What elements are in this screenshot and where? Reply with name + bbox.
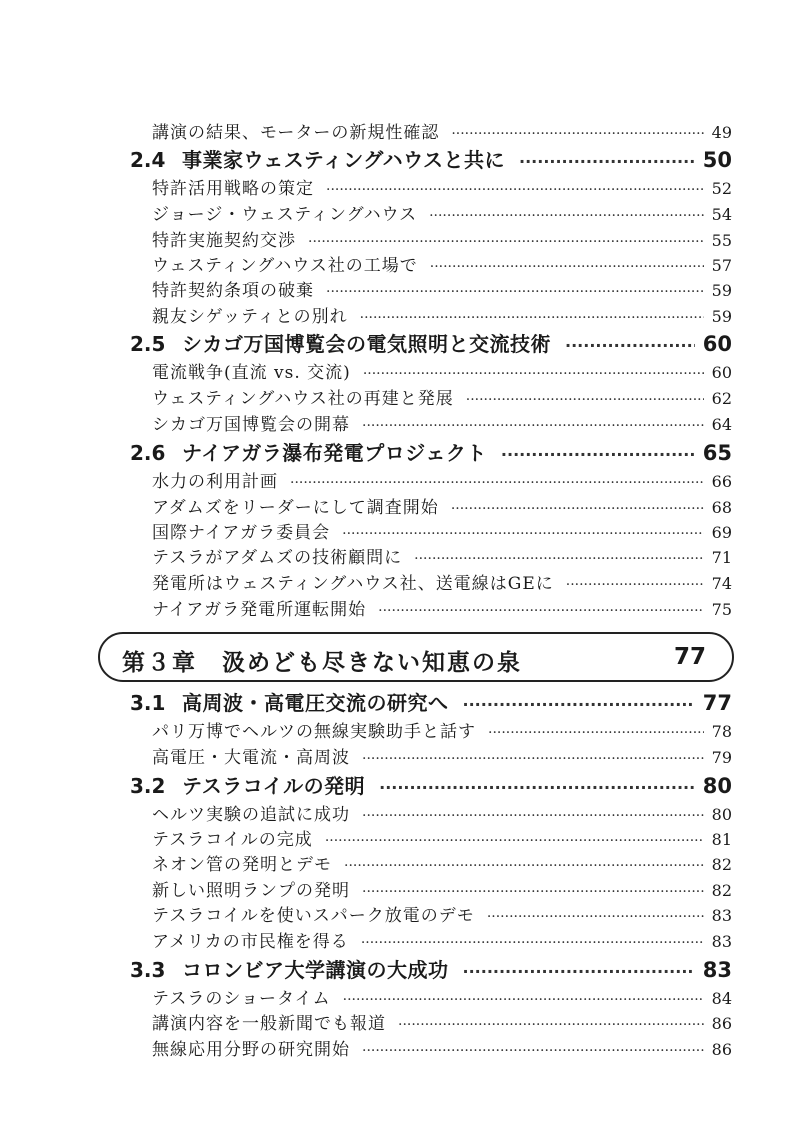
toc-item-label: ネオン管の発明とデモ: [152, 855, 332, 875]
leader-dots: [308, 234, 704, 250]
toc-item-page: 59: [711, 307, 732, 326]
leader-dots: [326, 182, 704, 198]
toc-item-page: 82: [711, 855, 732, 874]
toc-item: [152, 518, 732, 543]
leader-dots: [362, 1043, 704, 1059]
section-page: 77: [702, 691, 732, 715]
toc-item: [152, 384, 732, 409]
toc-item-label: 特許活用戦略の策定: [152, 179, 314, 199]
toc-item-page: 64: [711, 415, 732, 434]
toc-item-label: 講演の結果、モーターの新規性確認: [152, 123, 440, 143]
toc-item: [152, 410, 732, 435]
toc-item: [152, 825, 732, 850]
leader-dots: [342, 526, 704, 542]
toc-item-label: 電流戦争(直流 vs. 交流): [152, 363, 351, 383]
toc-item: [152, 569, 732, 594]
toc-item-page: 68: [711, 498, 732, 517]
leader-dots: [519, 152, 695, 171]
toc-item-label: テスラがアダムズの技術顧問に: [152, 548, 403, 568]
toc-item: [152, 358, 732, 383]
toc-item: [152, 226, 732, 251]
toc-item-page: 74: [711, 574, 732, 593]
leader-dots: [463, 962, 695, 981]
section-title: 事業家ウェスティングハウスと共に: [182, 148, 505, 172]
toc-item-page: 84: [711, 989, 732, 1008]
section-heading-2-4: [130, 144, 732, 173]
leader-dots: [325, 833, 704, 849]
toc-item-page: 79: [711, 748, 732, 767]
section-number: 2.5: [130, 332, 166, 356]
toc-item: [152, 901, 732, 926]
toc-item: [152, 717, 732, 742]
section-heading-2-6: [130, 437, 732, 466]
toc-item-label: 国際ナイアガラ委員会: [152, 523, 331, 543]
toc-item-label: 無線応用分野の研究開始: [152, 1040, 350, 1060]
toc-item-page: 69: [711, 523, 732, 542]
toc-item-page: 66: [711, 472, 732, 491]
toc-item-page: 86: [711, 1040, 732, 1059]
toc-item-page: 62: [711, 389, 732, 408]
toc-item-page: 55: [711, 231, 732, 250]
toc-item: [152, 927, 732, 952]
toc-item: [152, 543, 732, 568]
toc-item-page: 57: [711, 256, 732, 275]
toc-item-label: アメリカの市民権を得る: [152, 932, 349, 952]
section-heading-3-1: [130, 687, 732, 716]
toc-item-page: 86: [711, 1014, 732, 1033]
toc-item-label: 特許契約条項の破棄: [152, 281, 314, 301]
leader-dots: [487, 909, 704, 925]
toc-item-page: 81: [711, 830, 732, 849]
toc-item-page: 78: [711, 722, 732, 741]
leader-dots: [466, 392, 704, 408]
section-page: 65: [702, 441, 732, 465]
toc-item-label: 水力の利用計画: [152, 472, 278, 492]
leader-dots: [362, 418, 704, 434]
toc-item: [152, 876, 732, 901]
toc-item-label: 発電所はウェスティングハウス社、送電線はGEに: [152, 574, 554, 594]
leader-dots: [501, 445, 695, 464]
leader-dots: [360, 310, 704, 326]
toc-item-label: 高電圧・大電流・高周波: [152, 748, 350, 768]
toc-item-page: 75: [711, 600, 732, 619]
leader-dots: [430, 259, 704, 275]
leader-dots: [451, 501, 704, 517]
toc-item: [152, 174, 732, 199]
leader-dots: [414, 551, 704, 567]
toc-item-label: パリ万博でヘルツの無線実験助手と話す: [152, 722, 476, 742]
chapter-title: 第３章 汲めども尽きない知恵の泉: [122, 649, 522, 676]
toc-item: [152, 1009, 732, 1034]
section-number: 3.2: [130, 774, 166, 798]
section-number: 2.4: [130, 148, 166, 172]
leader-dots: [451, 126, 703, 142]
leader-dots: [398, 1017, 704, 1033]
section-page: 50: [702, 148, 732, 172]
toc-item: [152, 200, 732, 225]
section-number: 2.6: [130, 441, 166, 465]
toc-item-label: ウェスティングハウス社の再建と発展: [152, 389, 454, 409]
section-page: 83: [702, 958, 732, 982]
toc-item: [152, 850, 732, 875]
toc-item: [152, 493, 732, 518]
toc-item-page: 52: [711, 179, 732, 198]
toc-item-label: アダムズをリーダーにして調査開始: [152, 498, 439, 518]
leader-dots: [362, 751, 704, 767]
section-title: ナイアガラ瀑布発電プロジェクト: [182, 441, 487, 465]
leader-dots: [565, 336, 695, 355]
toc-item-label: シカゴ万国博覧会の開幕: [152, 415, 350, 435]
toc-item-label: ウェスティングハウス社の工場で: [152, 256, 418, 276]
toc-item-page: 80: [711, 805, 732, 824]
leader-dots: [344, 858, 704, 874]
toc-item-label: テスラのショータイム: [152, 989, 331, 1009]
toc-item: [152, 467, 732, 492]
toc-item: [152, 984, 732, 1009]
toc-item-page: 83: [711, 906, 732, 925]
leader-dots: [343, 992, 704, 1008]
toc-item: [152, 118, 732, 143]
leader-dots: [363, 366, 704, 382]
toc-item-label: 親友シゲッティとの別れ: [152, 307, 348, 327]
section-number: 3.3: [130, 958, 166, 982]
leader-dots: [361, 935, 704, 951]
section-number: 3.1: [130, 691, 166, 715]
toc-item-page: 82: [711, 881, 732, 900]
toc-item-label: ナイアガラ発電所運転開始: [152, 600, 367, 620]
section-heading-2-5: [130, 328, 732, 357]
toc-item-page: 49: [711, 123, 732, 142]
leader-dots: [326, 284, 704, 300]
toc-item: [152, 800, 732, 825]
leader-dots: [463, 695, 695, 714]
toc-item-page: 83: [711, 932, 732, 951]
toc-item: [152, 1035, 732, 1060]
toc-item-label: 講演内容を一般新聞でも報道: [152, 1014, 386, 1034]
toc-item-page: 71: [711, 548, 732, 567]
toc-item-page: 60: [711, 363, 732, 382]
toc-item-label: ジョージ・ウェスティングハウス: [152, 205, 418, 225]
toc-item: [152, 276, 732, 301]
toc-item: [152, 302, 732, 327]
chapter-page: 77: [673, 644, 706, 670]
section-heading-3-3: [130, 954, 732, 983]
toc-item: [152, 743, 732, 768]
leader-dots: [566, 577, 704, 593]
toc-item-label: ヘルツ実験の追試に成功: [152, 805, 350, 825]
leader-dots: [290, 475, 704, 491]
toc-item-label: テスラコイルの完成: [152, 830, 313, 850]
section-title: テスラコイルの発明: [182, 774, 366, 798]
leader-dots: [488, 725, 704, 741]
leader-dots: [362, 808, 704, 824]
leader-dots: [429, 208, 704, 224]
section-page: 60: [702, 332, 732, 356]
toc-item-page: 59: [711, 281, 732, 300]
section-page: 80: [702, 774, 732, 798]
toc-item-label: 新しい照明ランプの発明: [152, 881, 350, 901]
toc-item-page: 54: [711, 205, 732, 224]
leader-dots: [379, 778, 695, 797]
chapter-heading: [98, 632, 734, 682]
toc-item-label: テスラコイルを使いスパーク放電のデモ: [152, 906, 475, 926]
section-title: 高周波・高電圧交流の研究へ: [182, 691, 449, 715]
section-title: コロンビア大学講演の大成功: [182, 958, 449, 982]
section-heading-3-2: [130, 770, 732, 799]
toc-item: [152, 251, 732, 276]
leader-dots: [362, 884, 704, 900]
toc-item-label: 特許実施契約交渉: [152, 231, 296, 251]
section-title: シカゴ万国博覧会の電気照明と交流技術: [182, 332, 551, 356]
toc-item: [152, 595, 732, 620]
leader-dots: [378, 603, 704, 619]
